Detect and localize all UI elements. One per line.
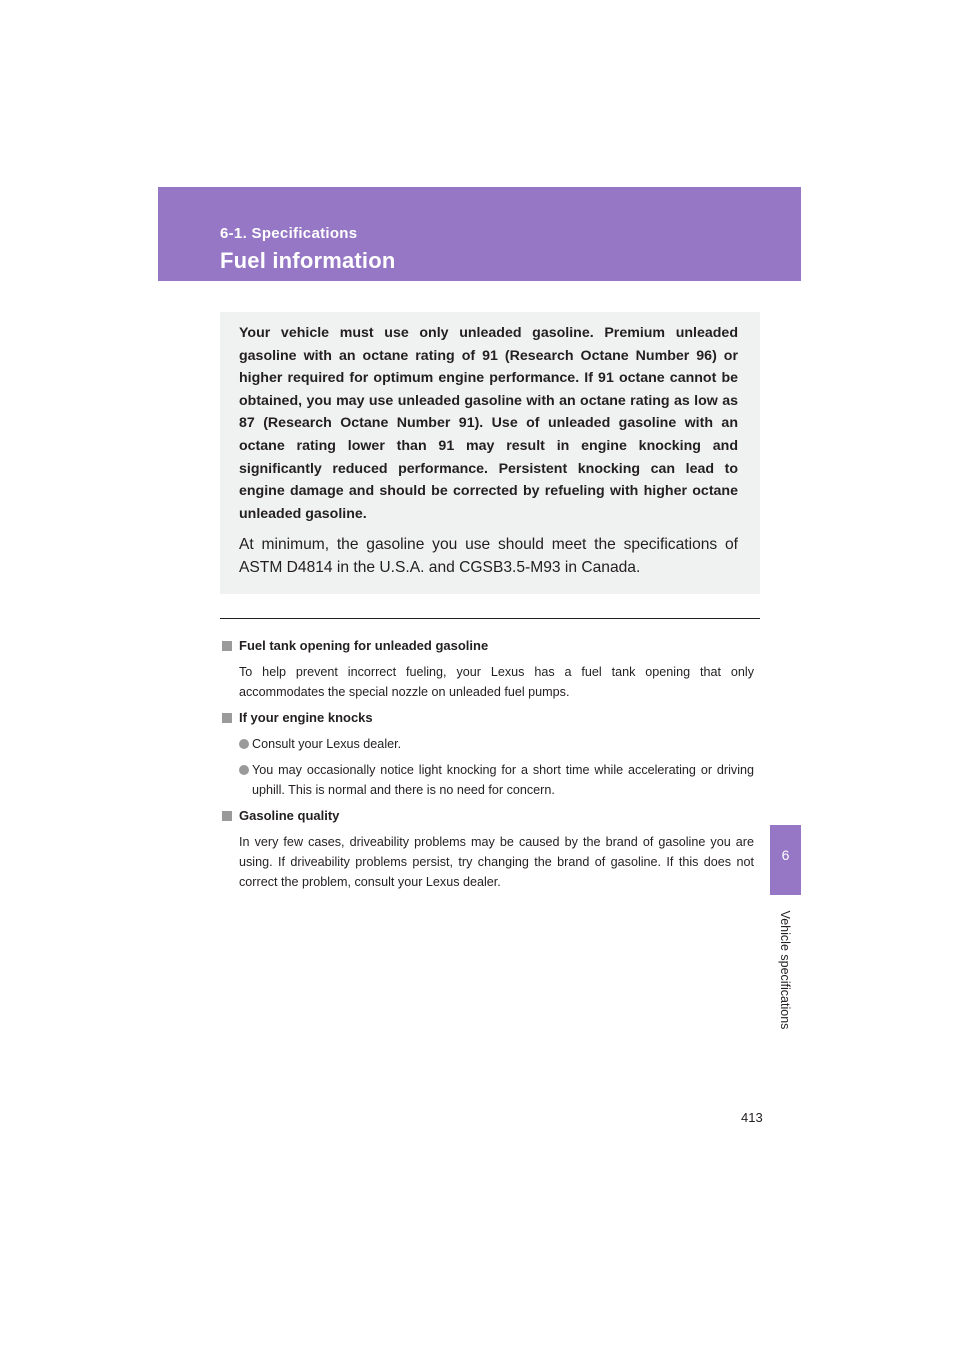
page-title: Fuel information	[220, 248, 396, 273]
note-body: To help prevent incorrect fueling, your Lexus has a fuel tank opening that only accommodates the special nozzle on unleaded fuel pumps.	[239, 665, 754, 699]
list-item-text: Consult your Lexus dealer.	[252, 737, 402, 751]
intro-regular-text: At minimum, the gasoline you use should meet the specifications of ASTM D4814 in the U.S.A. and CGSB3.5-M93 in Canada.	[239, 536, 738, 576]
note-heading	[222, 806, 754, 826]
chapter-header	[158, 187, 801, 281]
notes-section	[222, 636, 754, 898]
chapter-number: 6	[781, 847, 790, 863]
page-number: 413	[741, 1110, 763, 1125]
note-heading	[222, 708, 754, 728]
circle-bullet-icon	[239, 765, 249, 775]
square-bullet-icon	[222, 713, 232, 723]
intro-bold-text: Your vehicle must use only unleaded gasoline. Premium unleaded gasoline with an octane rating of 91 (Research Octane Number 96) or higher required for optimum engine performance. If 91 octane cannot be obtained, you may use unleaded gasoline with an octane rating as low as 87 (Research Octane Number 91). Use of unleaded gasoline with an octane rating lower than 91 may result in engine knocking and significantly reduced performance. Persistent knocking can lead to engine damage and should be corrected by refueling with higher octane unleaded gasoline.	[239, 325, 738, 522]
section-label: 6-1. Specifications	[220, 225, 358, 242]
circle-bullet-icon	[239, 739, 249, 749]
square-bullet-icon	[222, 811, 232, 821]
list-item-text: You may occasionally notice light knocking for a short time while accelerating or driving uphill. This is normal and there is no need for concern.	[252, 763, 754, 797]
section-divider	[220, 618, 760, 619]
note-body: In very few cases, driveability problems may be caused by the brand of gasoline you are using. If driveability problems persist, try changing the brand of gasoline. If this does not correct the problem, consult your Lexus dealer.	[239, 835, 754, 889]
note-heading-text: Gasoline quality	[239, 808, 340, 823]
list-item	[239, 760, 754, 800]
intro-box	[220, 312, 760, 594]
note-heading-text: Fuel tank opening for unleaded gasoline	[239, 638, 489, 653]
list-item	[239, 734, 754, 754]
note-heading	[222, 636, 754, 656]
chapter-side-label: Vehicle specifications	[778, 910, 792, 1030]
square-bullet-icon	[222, 641, 232, 651]
note-heading-text: If your engine knocks	[239, 710, 373, 725]
chapter-tab	[770, 825, 801, 895]
